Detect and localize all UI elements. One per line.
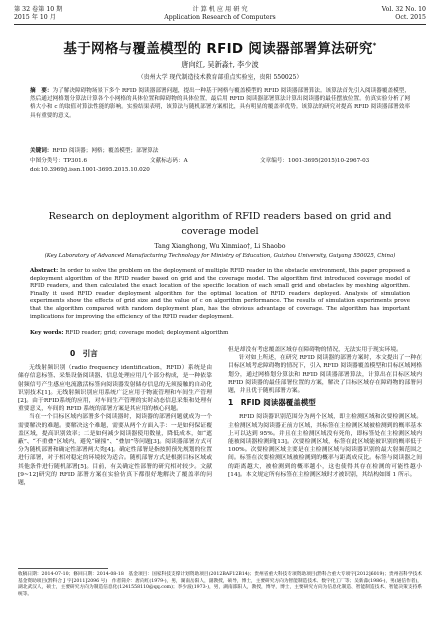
abstract-en-text: In order to solve the problem on the deployment of multiple RFID reader in the obstacle environment, this paper proposed a deployment algorithm of the RFID reader based on grid and the coverage model. The algorithm first introduced coverage model of RFID readers, and then calculated the exact location of the specific location of each small grid and obstacles by meshing algorithm. Finally it used RFID reader deployment algorithm for the optimal location of RFID readers deployed. Analysis of simulation experiments show the effects of grid size and the value of c on algorithm performance. The results of simulation experiments prove that the algorithm compared with random deployment plan, has the obvious advantage of coverage. The algorithm has important implications for improving the efficiency of the RFID reader deployment. — [30, 268, 410, 320]
keywords-en-text: RFID reader; grid; coverage model; deployment algorithm — [65, 330, 229, 336]
header-divider — [14, 24, 426, 25]
header-volume: 第 32 卷第 10 期 — [14, 6, 63, 13]
paper-title-cn — [0, 37, 440, 57]
journal-name-cn: 计 算 机 应 用 研 究 — [192, 6, 248, 13]
header-center — [14, 6, 426, 22]
body-column-left — [18, 346, 212, 487]
body-column-right — [228, 346, 422, 479]
footnote-divider — [18, 568, 108, 569]
article-meta — [30, 157, 410, 175]
paper-title-en: Research on deployment algorithm of RFID readers based on grid and coverage model — [48, 211, 392, 237]
abstract-en-label: Abstract: — [30, 268, 59, 274]
section-1-heading: 1 RFID 阅读器覆盖模型 — [228, 398, 316, 408]
intro-paragraph-4: 针对如上所述，在研究 RFID 阅读器的部署方案时，本文提出了一种在目标区域考虑障碍物的情况下，引入 RFID 阅读器覆盖模型和目标区域网格划分，通过网格划分算法和 RFID 阅读器部署算法，计算出在目标区域内 RFID 阅读器的最佳部署位置的方案，解决了目标区域存在障碍物的部署问题，并且优于随机部署方案。 — [228, 355, 422, 395]
affiliation-cn: （贵州大学 现代制造技术教育部重点实验室，贵阳 550025） — [137, 74, 303, 81]
intro-paragraph-2: 当在一个目标区域内部署多个阅读器时，阅读器的部署问题就成为一个需要解决的难题。要解决这个难题，需要从两个方面入手：一是如何保证覆盖区域，提高识别效率；二是如何减少阅读器使用数量，降低成本，如“遮蔽”、“不重叠”区域内，避免“碰撞”、“叠加”等问题[3]。阅读器部署方式可分为随机部署和确定性部署两大类[4]。确定性部署是指按照预先规划的位置进行部署，对于相对稳定的环境较为适合。随机部署方式是根据目标区域或其他条件进行随机部署[5]。目前，有关确定性部署的研究相对较少。文献[9~12]研究的 RFID 部署方案在实验仿真下都很好地解决了覆盖率的问题， — [18, 414, 212, 487]
keywords-en — [30, 330, 410, 336]
abstract-en — [30, 268, 410, 321]
authors-cn: 唐向红, 吴新淼†, 李少波 — [181, 60, 259, 69]
keywords-en-label: Key words: — [30, 330, 64, 336]
section-1-paragraph-1: RFID 阅读器识别范围分为两个区域，即主检测区域和次要检测区域。主检测区域为阅读器正前方区域，其标签在主检测区域被检测到的概率基本上可以达到 95%。并且在主检测区域没有死角，即标签处在主检测区域内能被阅读器检测到[13]。次要检测区域，标签在此区域能被识别的概率低于 100%。次要检测区域主要是在主检测区域与阅读器识别的最大射频范围之间。标签在次要检测区域被检测到的概率与距离成反比。标签与阅读器之间的距离越大，被检测到的概率越小，这也使得其存在检测的可能性越小[14]。本文规定所有标签在主检测区域时才被识别，其结构如图 1 所示。 — [228, 414, 422, 478]
keywords-cn-label: 关键词： — [30, 148, 53, 154]
journal-name-en: Application Research of Computers — [164, 14, 276, 21]
affiliation-en: (Key Laboratory of Advanced Manufacturing Technology for Ministry of Education, Guizhou University, Guiyang 550025, China) — [44, 253, 396, 259]
footnote: 收稿日期：2014-07-10；修回日期：2014-08-18 基金项目：国家科技支撑计划资助项目(2012BAF12B14)；贵州省重大科技专项资助项目(黔科合重大专项字[2012]6019)；贵州省科学技术基金资助项目(黔科合 J 字[2011]2096 号) 作者简介：唐向红(1979-)，男，湖南岳阳人，副教授，硕导，博士，主要研究方向为智能制造技术、数字化工厂等；吴新淼(1986-)，男(通信作者)，湖北武汉人，硕士，主要研究方向为制造信息化(1241558110@qq.com)；李少波(1973-)，男，湖南邵阳人，教授，博导，博士，主要研究方向为信息化制造、智能制造技术、智能决策支持系统等。 — [18, 572, 422, 597]
abstract-cn — [30, 87, 410, 120]
abstract-cn-label: 摘 要： — [30, 88, 53, 94]
authors-en: Tang Xianghong, Wu Xinmiao†, Li Shaobo — [154, 243, 286, 250]
intro-paragraph-1: 无线射频识别（radio frequency identification，RFID）系统是由储存信息标签、采集设备阅读器、信息处理应用几个部分构成，是一种依靠射频信号产生感应电流激活标签向阅读器发射储存信息的无须接触的自动化识别技术[1]。无线射频识别应用系统广泛应用于物流管理和车间生产管理[2]。由于RFID系统的应用，对车间生产管理的实时动态信息采集和处理有重要意义，车间的 RFID 系统的部署方案是其应用的核心问题。 — [18, 365, 212, 413]
paper-title-cn-text: 基于网格与覆盖模型的 RFID 阅读器部署算法研究 — [63, 41, 373, 57]
section-0-heading: 0 引言 — [70, 349, 98, 358]
article-number: 文章编号：1001-3695(2015)10-2967-03 — [260, 158, 370, 164]
title-footnote-marker: * — [372, 41, 377, 50]
header-date: 2015 年 10 月 — [14, 14, 56, 21]
header-right — [382, 6, 426, 22]
doi: doi:10.3969/j.issn.1001-3695.2015.10.020 — [30, 167, 150, 173]
header-date-en: Oct. 2015 — [395, 14, 426, 21]
abstract-cn-text: 为了解决障碍物场景下多个 RFID 阅读器部署问题，提出一种基于网格与覆盖模型的 RFID 阅读器部署算法。该算法首先引入阅读器覆盖模型，然后通过网格划分算法计算各个小网格的具体位置和障碍物的具体位置，最后用 RFID 阅读器部署算法计算出阅读器的最佳摆放位置。仿真实验分析了网格大小和 c 的取值对算法性能的影响。实验结果表明，该算法与随机部署方案相比，具有明显的覆盖率优势。该算法的研究对提高 RFID 阅读器部署效率具有重要的意义。 — [30, 88, 410, 119]
running-header — [14, 6, 426, 30]
keywords-cn — [30, 147, 410, 155]
keywords-cn-text: RFID 阅读器；网格；覆盖模型；部署算法 — [52, 148, 159, 154]
intro-paragraph-3: 但是却没有考虑覆盖区域存在障碍物的情况，无法实用于现实环境。 — [228, 347, 402, 353]
header-volume-en: Vol. 32 No. 10 — [381, 6, 426, 13]
doc-code: 文献标志码：A — [150, 158, 188, 164]
clc-number: 中图分类号：TP301.6 — [30, 158, 88, 164]
